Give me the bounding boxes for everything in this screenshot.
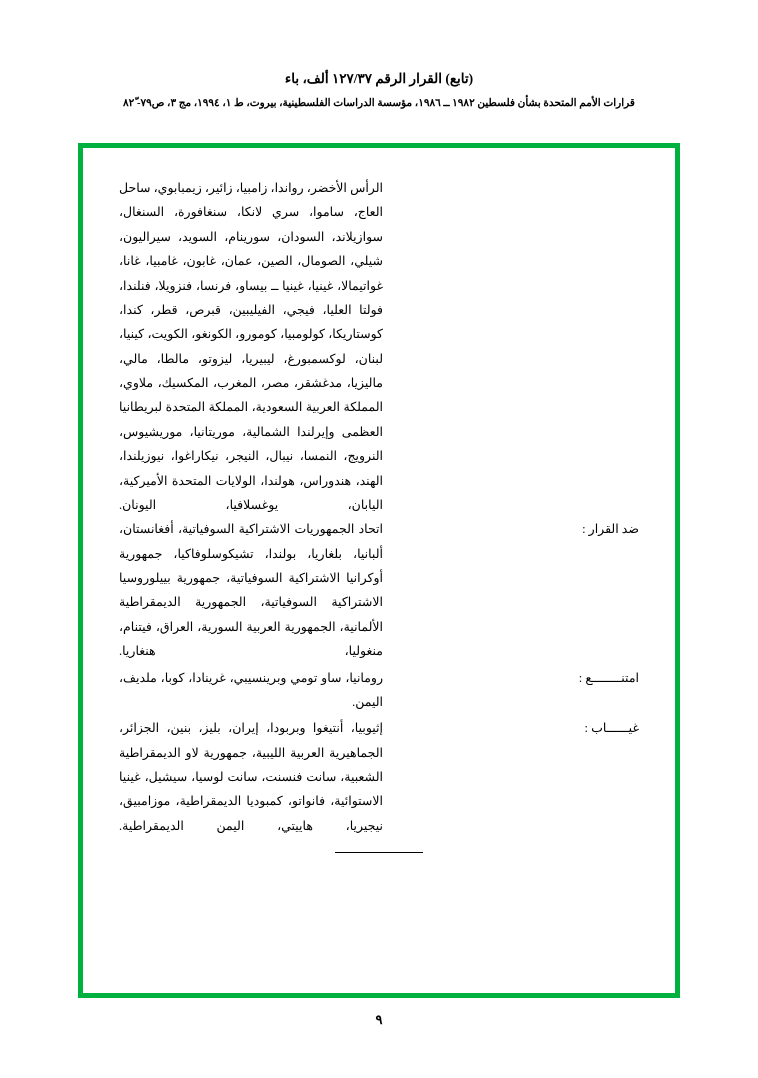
countries-in-favour-text: الرأس الأخضر، رواندا، زامبيا، زائير، زيمبابوي، ساحل العاج، ساموا، سري لانكا، سنغافورة، السنغال، سوازيلاند، السودان، سورينام، السويد، سيراليون، شيلي، الصومال، الصين، عمان، غابون، غامبيا، غانا، غواتيمالا، غينيا، غينيا ــ بيساو، فرنسا، فنزويلا، فنلندا، فولتا العليا، فيجي، الفيليبين، قبرص، قطر، كندا، كوستاريكا، كولومبيا، كومورو، الكونغو، الكويت، كينيا، لبنان، لوكسمبورغ، ليبيريا، ليزوتو، مالطا، مالي، ماليزيا، مدغشقر، مصر، المغرب، المكسيك، ملاوي، المملكة العربية السعودية، المملكة المتحدة لبريطانيا العظمى وإيرلندا الشمالية، موريتانيا، موريشيوس، النرويج، النمسا، نيبال، النيجر، نيكاراغوا، نيوزيلندا، الهند، هندوراس، هولندا، الولايات المتحدة الأميركية، اليابان، يوغسلافيا، اليونان. — [119, 181, 383, 512]
document-header — [0, 0, 758, 112]
vote-absent-label: غيــــــاب : — [584, 721, 639, 736]
vote-abstained-text: رومانيا، ساو تومي وبرينسيبي، غرينادا، كوبا، ملديف، اليمن. — [119, 670, 383, 709]
document-content — [83, 176, 675, 853]
vote-abstained-label: امتنــــــــع : — [578, 670, 639, 685]
vote-abstained-block — [119, 666, 639, 715]
green-border-frame — [78, 143, 680, 998]
page-number: ٩ — [375, 1012, 383, 1027]
vote-absent-text: إثيوبيا، أنتيغوا وبربودا، إيران، بليز، بنين، الجزائر، الجماهيرية العربية الليبية، جمهورية لاو الديمقراطية الشعبية، سانت فنسنت، سانت لوسيا، سيشيل، غينيا الاستوائية، فانواتو، كمبوديا الديمقراطية، موزامبيق، نيجيريا، هاييتي، اليمن الديمقراطية. — [119, 721, 383, 833]
section-divider — [335, 852, 423, 853]
source-citation: قرارات الأمم المتحدة بشأن فلسطين ١٩٨٢ ــ ١٩٨٦، مؤسسة الدراسات الفلسطينية، بيروت، ط ١، ١٩٩٤، مج ٣، ص٧٩- ٨٢ّ — [123, 97, 635, 109]
vote-against-block — [119, 517, 639, 663]
vote-against-label: ضد القرار : — [582, 522, 639, 537]
vote-against-text: اتحاد الجمهوريات الاشتراكية السوفياتية، أفغانستان، ألبانيا، بلغاريا، بولندا، تشيكوسلوفاكيا، جمهورية أوكرانيا الاشتراكية السوفياتية، جمهورية بييلوروسيا الاشتراكية السوفياتية، الجمهورية الديمقراطية الألمانية، الجمهورية العربية السورية، العراق، فيتنام، منغوليا، هنغاريا. — [119, 522, 383, 659]
page-title: (تابع) القرار الرقم ١٢٧/٣٧ ألف، باء — [284, 71, 474, 86]
vote-absent-block — [119, 716, 639, 838]
